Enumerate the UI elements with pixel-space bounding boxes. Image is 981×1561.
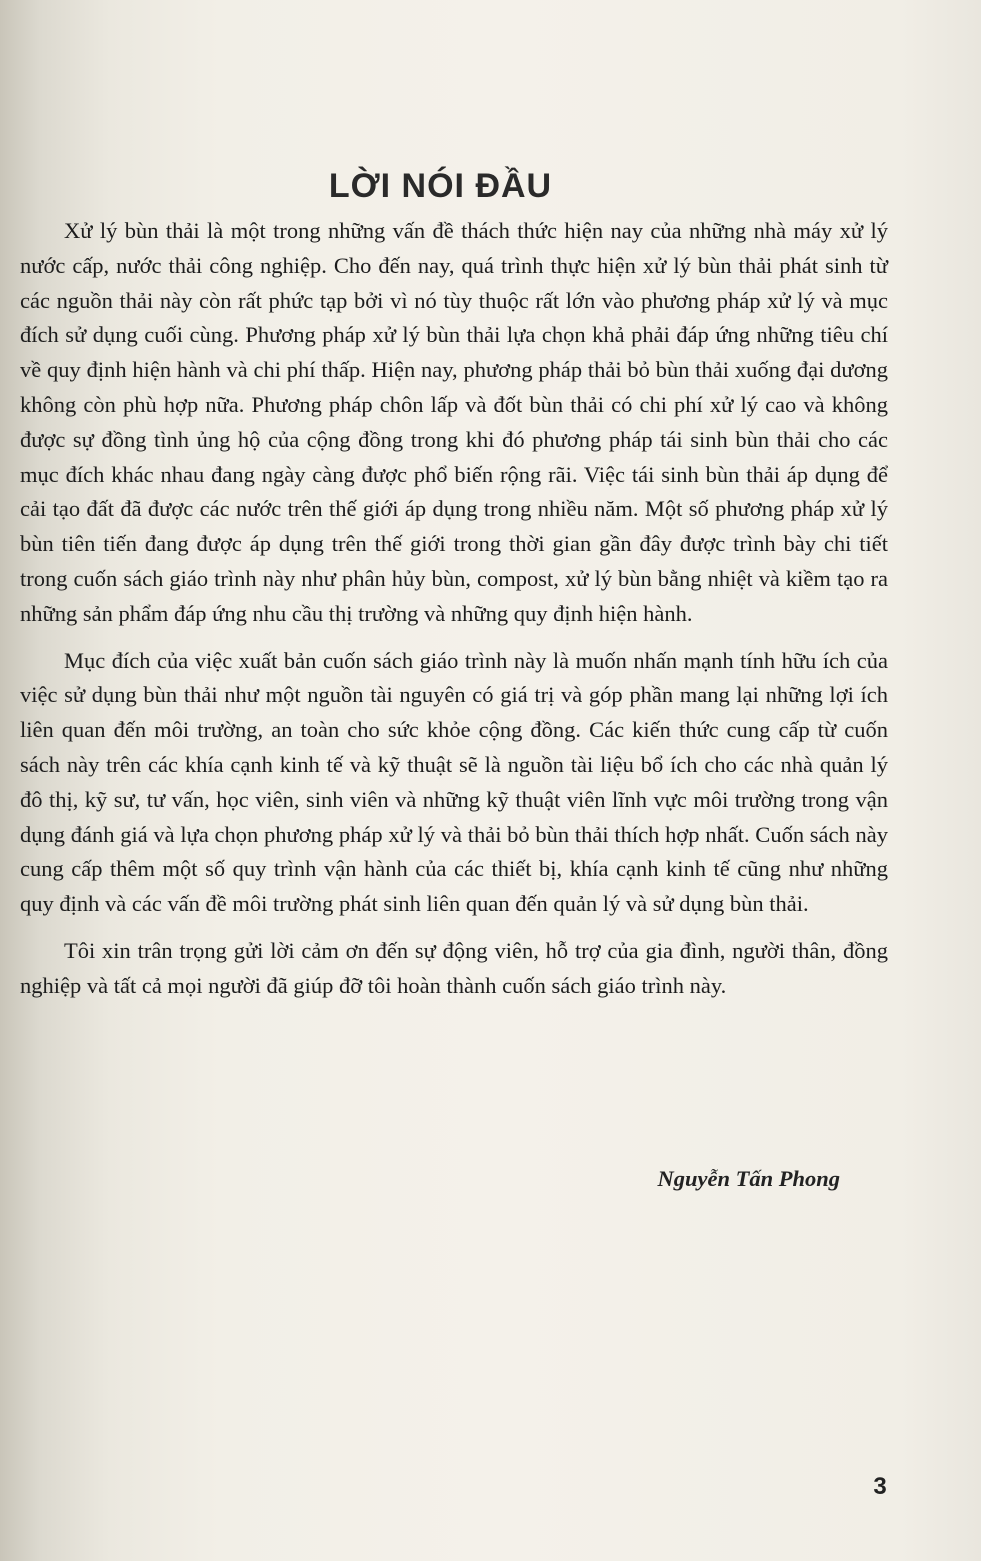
preface-body [20,214,888,1016]
page-number: 3 [873,1473,887,1500]
author-signature: Nguyễn Tấn Phong [657,1166,840,1191]
paragraph-1: Xử lý bùn thải là một trong những vấn đề thách thức hiện nay của những nhà máy xử lý nước cấp, nước thải công nghiệp. Cho đến nay, quá trình thực hiện xử lý bùn thải phát sinh từ các nguồn thải này còn rất phức tạp bởi vì nó tùy thuộc rất lớn vào phương pháp xử lý và mục đích sử dụng cuối cùng. Phương pháp xử lý bùn thải lựa chọn khả phải đáp ứng những tiêu chí về quy định hiện hành và chi phí thấp. Hiện nay, phương pháp thải bỏ bùn thải xuống đại dương không còn phù hợp nữa. Phương pháp chôn lấp và đốt bùn thải có chi phí xử lý cao và không được sự đồng tình ủng hộ của cộng đồng trong khi đó phương pháp tái sinh bùn thải cho các mục đích khác nhau đang ngày càng được phổ biến rộng rãi. Việc tái sinh bùn thải áp dụng để cải tạo đất đã được các nước trên thế giới áp dụng trong nhiều năm. Một số phương pháp xử lý bùn tiên tiến đang được áp dụng trên thế giới trong thời gian gần đây được trình bày chi tiết trong cuốn sách giáo trình này như phân hủy bùn, compost, xử lý bùn bằng nhiệt và kiềm tạo ra những sản phẩm đáp ứng nhu cầu thị trường và những quy định hiện hành. [20,218,888,626]
page-title: LỜI NÓI ĐẦU [328,166,553,205]
paragraph-3: Tôi xin trân trọng gửi lời cảm ơn đến sự động viên, hỗ trợ của gia đình, người thân, đồng nghiệp và tất cả mọi người đã giúp đỡ tôi hoàn thành cuốn sách giáo trình này. [20,937,888,998]
paragraph-2: Mục đích của việc xuất bản cuốn sách giáo trình này là muốn nhấn mạnh tính hữu ích của việc sử dụng bùn thải như một nguồn tài nguyên có giá trị và góp phần mang lại những lợi ích liên quan đến môi trường, an toàn cho sức khỏe cộng đồng. Các kiến thức cung cấp từ cuốn sách này trên các khía cạnh kinh tế và kỹ thuật sẽ là nguồn tài liệu bổ ích cho các nhà quản lý đô thị, kỹ sư, tư vấn, học viên, sinh viên và những kỹ thuật viên lĩnh vực môi trường trong vận dụng đánh giá và lựa chọn phương pháp xử lý và thải bỏ bùn thải thích hợp nhất. Cuốn sách này cung cấp thêm một số quy trình vận hành của các thiết bị, khía cạnh kinh tế cũng như những quy định và các vấn đề môi trường phát sinh liên quan đến quản lý và sử dụng bùn thải. [20,647,888,917]
